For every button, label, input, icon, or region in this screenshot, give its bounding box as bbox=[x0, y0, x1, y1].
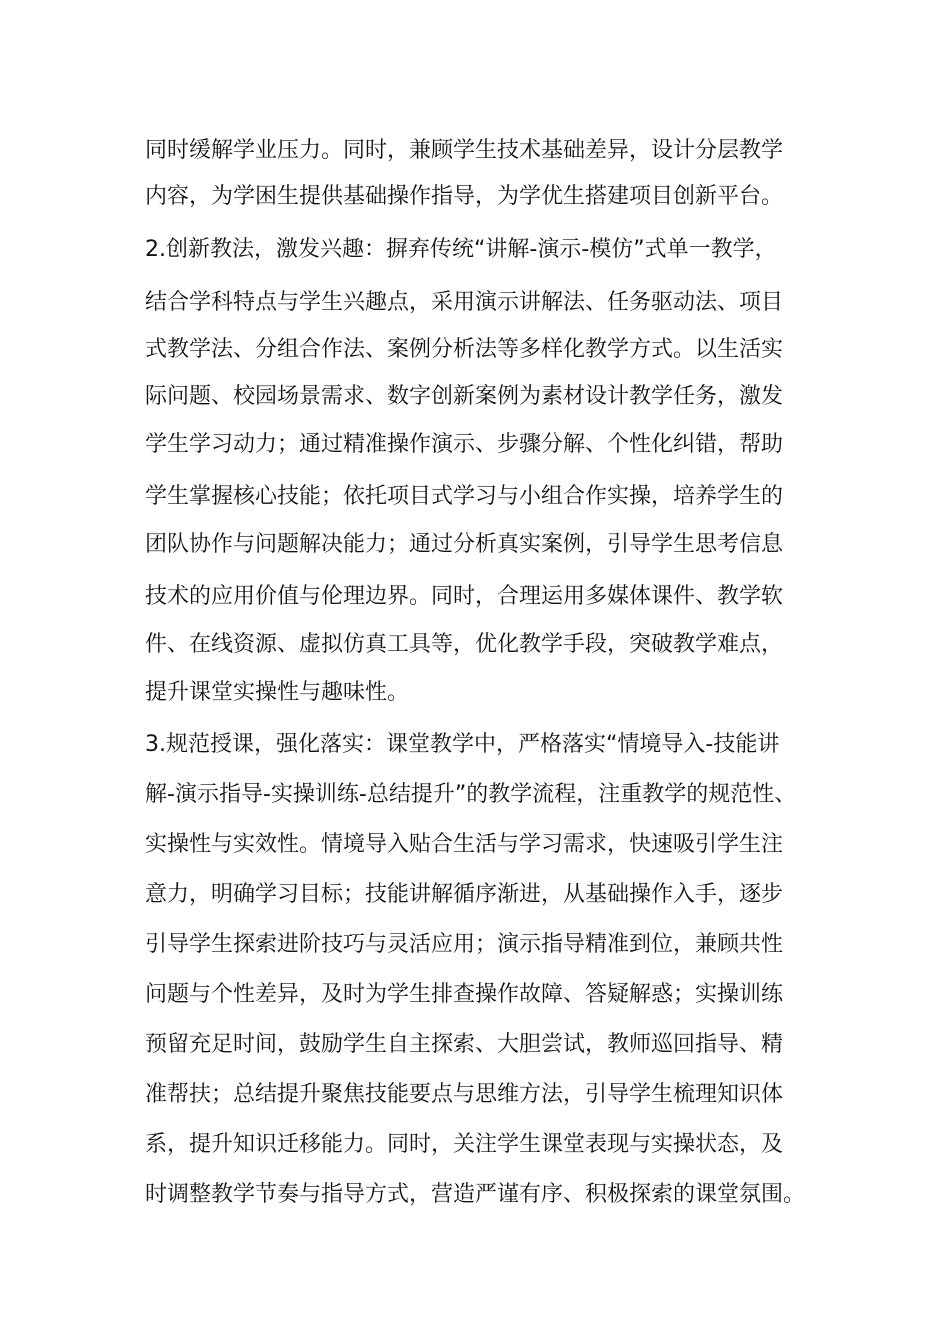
text-line: 时调整教学节奏与指导方式，营造严谨有序、积极探索的课堂氛围。 bbox=[145, 1182, 806, 1207]
text-line: 同时缓解学业压力。同时，兼顾学生技术基础差异，设计分层教学 bbox=[145, 138, 784, 163]
text-line: 解-演示指导-实操训练-总结提升”的教学流程，注重教学的规范性、 bbox=[145, 782, 797, 807]
text-line: 问题与个性差异，及时为学生排查操作故障、答疑解惑；实操训练 bbox=[145, 982, 784, 1007]
text-line: 预留充足时间，鼓励学生自主探索、大胆尝试，教师巡回指导、精 bbox=[145, 1032, 784, 1057]
text-line: 式教学法、分组合作法、案例分析法等多样化教学方式。以生活实 bbox=[145, 337, 784, 362]
text-line: 团队协作与问题解决能力；通过分析真实案例，引导学生思考信息 bbox=[145, 532, 784, 557]
text-line: 2.创新教法，激发兴趣：摒弃传统“讲解-演示-模仿”式单一教学， bbox=[145, 237, 777, 262]
text-line: 3.规范授课，强化落实：课堂教学中，严格落实“情境导入-技能讲 bbox=[145, 732, 780, 757]
text-line: 件、在线资源、虚拟仿真工具等，优化教学手段，突破教学难点， bbox=[145, 632, 784, 657]
text-line: 结合学科特点与学生兴趣点，采用演示讲解法、任务驱动法、项目 bbox=[145, 290, 784, 315]
text-line: 实操性与实效性。情境导入贴合生活与学习需求，快速吸引学生注 bbox=[145, 832, 784, 857]
text-line: 技术的应用价值与伦理边界。同时，合理运用多媒体课件、教学软 bbox=[145, 584, 784, 609]
text-line: 引导学生探索进阶技巧与灵活应用；演示指导精准到位，兼顾共性 bbox=[145, 932, 784, 957]
text-line: 学生学习动力；通过精准操作演示、步骤分解、个性化纠错，帮助 bbox=[145, 432, 784, 457]
text-line: 学生掌握核心技能；依托项目式学习与小组合作实操，培养学生的 bbox=[145, 484, 784, 509]
text-line: 意力，明确学习目标；技能讲解循序渐进，从基础操作入手，逐步 bbox=[145, 882, 784, 907]
text-line: 提升课堂实操性与趣味性。 bbox=[145, 680, 410, 705]
text-line: 内容，为学困生提供基础操作指导，为学优生搭建项目创新平台。 bbox=[145, 184, 784, 209]
text-line: 系，提升知识迁移能力。同时，关注学生课堂表现与实操状态，及 bbox=[145, 1132, 784, 1157]
text-line: 准帮扶；总结提升聚焦技能要点与思维方法，引导学生梳理知识体 bbox=[145, 1082, 784, 1107]
text-line: 际问题、校园场景需求、数字创新案例为素材设计教学任务，激发 bbox=[145, 384, 784, 409]
